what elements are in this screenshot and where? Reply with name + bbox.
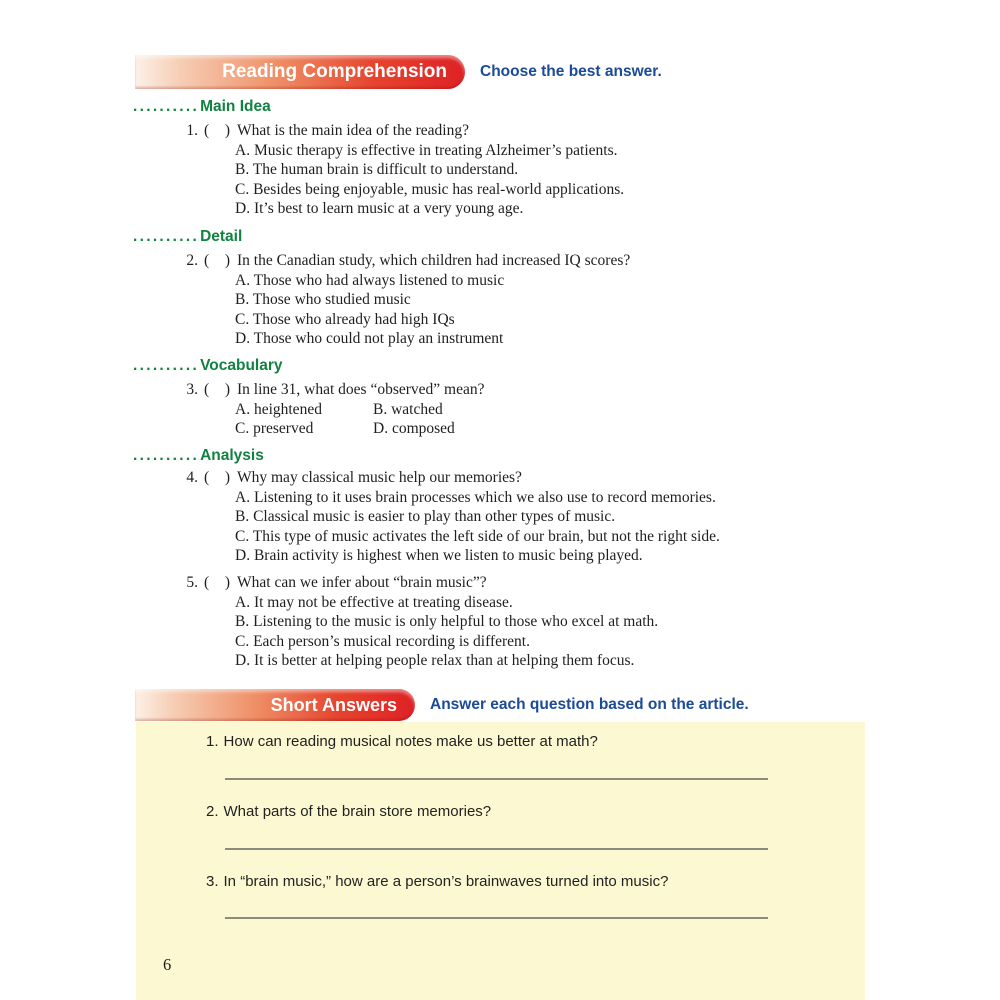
short-answer-question-2 (206, 803, 491, 820)
section-label: Analysis (200, 447, 264, 464)
option-c: C. preserved (235, 420, 314, 438)
short-answers-header (135, 689, 749, 721)
option-b: B. Those who studied music (235, 291, 411, 309)
question-number: 5. (186, 574, 198, 591)
paren-open: ( (204, 252, 210, 269)
question-text: In “brain music,” how are a person’s brainwaves turned into music? (223, 873, 669, 890)
question-number: 3. (206, 873, 219, 890)
question-number: 1. (186, 122, 198, 139)
short-answer-question-3 (206, 873, 668, 890)
short-answers-badge (135, 689, 415, 721)
answer-parentheses (204, 121, 230, 141)
page-number: 6 (163, 955, 172, 974)
dotted-leader: .......... (133, 357, 200, 374)
question-text: What is the main idea of the reading? (237, 122, 469, 139)
dotted-leader: .......... (133, 228, 200, 245)
option-a: A. Listening to it uses brain processes which we also use to record memories. (235, 488, 716, 506)
paren-open: ( (204, 122, 210, 139)
answer-line-2 (225, 848, 768, 850)
answer-parentheses (204, 251, 230, 271)
option-b: B. Classical music is easier to play than other types of music. (235, 508, 616, 526)
dotted-leader: .......... (133, 98, 200, 115)
question-number: 3. (186, 381, 198, 398)
section-detail (133, 228, 242, 246)
answer-parentheses (204, 468, 230, 488)
question-line (170, 573, 890, 593)
question-text: In line 31, what does “observed” mean? (237, 381, 485, 398)
option-d: D. Those who could not play an instrument (235, 330, 504, 348)
question-text: Why may classical music help our memories? (237, 469, 522, 486)
question-line (170, 121, 890, 141)
option-b: B. Listening to the music is only helpful to those who excel at math. (235, 613, 659, 631)
short-answers-instruction: Answer each question based on the article. (430, 696, 749, 713)
question-4 (170, 468, 890, 566)
question-number: 2. (186, 252, 198, 269)
options-list (235, 593, 890, 671)
option-a: A. Music therapy is effective in treating Alzheimer’s patients. (235, 141, 618, 159)
question-3 (170, 380, 890, 439)
option-d: D. composed (373, 420, 455, 438)
question-line (170, 380, 890, 400)
question-number: 1. (206, 733, 219, 750)
answer-parentheses (204, 573, 230, 593)
question-number: 4. (186, 469, 198, 486)
options-list (235, 400, 890, 439)
paren-close: ) (224, 469, 230, 486)
section-vocabulary (133, 357, 283, 375)
section-main-idea (133, 98, 271, 116)
section-label: Main Idea (200, 98, 271, 115)
option-b: B. watched (373, 400, 443, 418)
options-list (235, 271, 890, 349)
option-c: C. Each person’s musical recording is different. (235, 632, 530, 650)
question-text: How can reading musical notes make us better at math? (223, 733, 598, 750)
question-line (170, 251, 890, 271)
option-b: B. The human brain is difficult to understand. (235, 161, 519, 179)
answer-line-1 (225, 778, 768, 780)
answer-line-3 (225, 917, 768, 919)
paren-close: ) (224, 252, 230, 269)
question-line (170, 468, 890, 488)
short-answers-badge-label: Short Answers (270, 694, 397, 715)
question-1 (170, 121, 890, 219)
option-a: A. It may not be effective at treating disease. (235, 593, 513, 611)
section-label: Vocabulary (200, 357, 283, 374)
option-d: D. Brain activity is highest when we listen to music being played. (235, 547, 643, 565)
question-text: What can we infer about “brain music”? (237, 574, 487, 591)
option-d: D. It’s best to learn music at a very young age. (235, 200, 524, 218)
paren-close: ) (224, 381, 230, 398)
reading-comprehension-badge (135, 55, 465, 89)
paren-open: ( (204, 469, 210, 486)
reading-comprehension-header (135, 55, 662, 89)
answer-parentheses (204, 380, 230, 400)
option-a: A. Those who had always listened to music (235, 271, 505, 289)
paren-close: ) (224, 574, 230, 591)
question-text: In the Canadian study, which children had increased IQ scores? (237, 252, 631, 269)
paren-open: ( (204, 574, 210, 591)
question-number: 2. (206, 803, 219, 820)
choose-best-answer-instruction: Choose the best answer. (480, 63, 662, 80)
options-list (235, 488, 890, 566)
options-list (235, 141, 890, 219)
dotted-leader: .......... (133, 447, 200, 464)
option-c: C. This type of music activates the left side of our brain, but not the right side. (235, 527, 720, 545)
reading-comprehension-badge-label: Reading Comprehension (222, 61, 447, 82)
option-d: D. It is better at helping people relax than at helping them focus. (235, 652, 635, 670)
question-2 (170, 251, 890, 349)
section-analysis (133, 447, 264, 465)
paren-open: ( (204, 381, 210, 398)
question-5 (170, 573, 890, 671)
short-answer-question-1 (206, 733, 598, 750)
option-c: C. Those who already had high IQs (235, 310, 455, 328)
option-a: A. heightened (235, 400, 322, 418)
short-answers-panel (136, 722, 865, 1000)
section-label: Detail (200, 228, 243, 245)
paren-close: ) (224, 122, 230, 139)
option-c: C. Besides being enjoyable, music has real-world applications. (235, 180, 625, 198)
question-text: What parts of the brain store memories? (223, 803, 492, 820)
